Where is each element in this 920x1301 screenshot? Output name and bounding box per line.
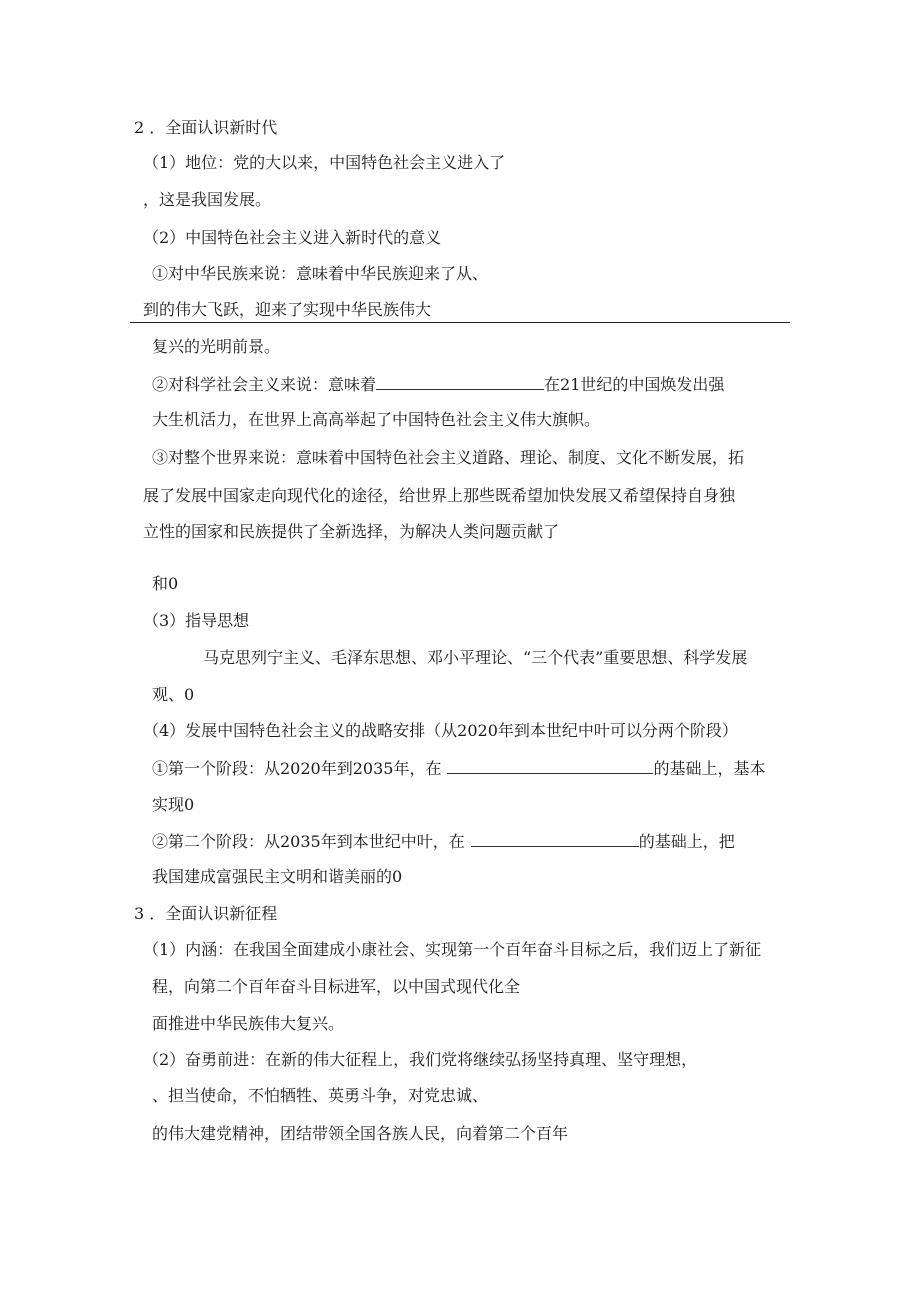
significance-nation-line-1: ①对中华民族来说：意味着中华民族迎来了从、	[152, 264, 489, 283]
significance-world-line-2: 展了发展中国家走向现代化的途径，给世界上那些既希望加快发展又希望保持自身独	[143, 486, 736, 505]
socialism-text-a: ②对科学社会主义来说：意味着	[152, 375, 377, 394]
section-2-heading: 2 ．全面认识新时代	[134, 118, 278, 137]
socialism-text-b: 在21世纪的中国焕发出强	[544, 375, 725, 394]
forge-ahead-line-1: （2）奋勇前进：在新的伟大征程上，我们党将继续弘扬坚持真理、坚守理想，	[143, 1050, 698, 1069]
connotation-line-2: 程，向第二个百年奋斗目标进军，以中国式现代化全	[152, 977, 521, 996]
significance-world-line-1: ③对整个世界来说：意味着中国特色社会主义道路、理论、制度、文化不断发展，拓	[152, 448, 745, 467]
guiding-thought-line-1: 马克思列宁主义、毛泽东思想、邓小平理论、“三个代表”重要思想、科学发展	[203, 648, 748, 667]
position-line-2: ，这是我国发展。	[143, 190, 272, 209]
horizontal-divider	[130, 322, 790, 323]
stage-one-text-b: 的基础上，基本	[653, 759, 766, 778]
strategy-title: （4）发展中国特色社会主义的战略安排（从2020年到本世纪中叶可以分两个阶段）	[143, 721, 738, 740]
forge-ahead-line-3: 的伟大建党精神，团结带领全国各族人民，向着第二个百年	[152, 1124, 569, 1143]
stage-two-text-b: 的基础上，把	[638, 832, 735, 851]
stage-one-text-a: ①第一个阶段：从2020年到2035年，在	[152, 759, 442, 778]
stage-two-line-2: 我国建成富强民主文明和谐美丽的0	[152, 867, 403, 886]
fill-blank[interactable]	[471, 831, 639, 847]
guiding-thought-title: （3）指导思想	[143, 611, 250, 630]
stage-two-text-a: ②第二个阶段：从2035年到本世纪中叶，在	[152, 832, 465, 851]
fill-blank[interactable]	[447, 758, 653, 774]
connotation-line-3: 面推进中华民族伟大复兴。	[152, 1014, 345, 1033]
fill-blank[interactable]	[376, 374, 544, 390]
significance-world-line-4: 和0	[152, 574, 179, 593]
significance-socialism-line-1	[152, 374, 724, 395]
significance-nation-line-3: 复兴的光明前景。	[152, 337, 281, 356]
section-3-heading: 3 ．全面认识新征程	[134, 904, 278, 923]
guiding-thought-line-2: 观、0	[152, 685, 195, 704]
connotation-line-1: （1）内涵：在我国全面建成小康社会、实现第一个百年奋斗目标之后，我们迈上了新征	[143, 940, 762, 959]
position-line-1: （1）地位：党的大以来，中国特色社会主义进入了	[143, 153, 506, 172]
forge-ahead-line-2: 、担当使命，不怕牺牲、英勇斗争，对党忠诚、	[152, 1086, 489, 1105]
significance-socialism-line-2: 大生机活力，在世界上高高举起了中国特色社会主义伟大旗帜。	[152, 410, 601, 429]
stage-one-line-2: 实现0	[152, 795, 195, 814]
significance-world-line-3: 立性的国家和民族提供了全新选择，为解决人类问题贡献了	[143, 522, 560, 541]
stage-two-line-1	[152, 831, 735, 852]
significance-nation-line-2: 到的伟大飞跃，迎来了实现中华民族伟大	[143, 300, 432, 319]
significance-title: （2）中国特色社会主义进入新时代的意义	[143, 228, 442, 247]
stage-one-line-1	[152, 758, 765, 779]
